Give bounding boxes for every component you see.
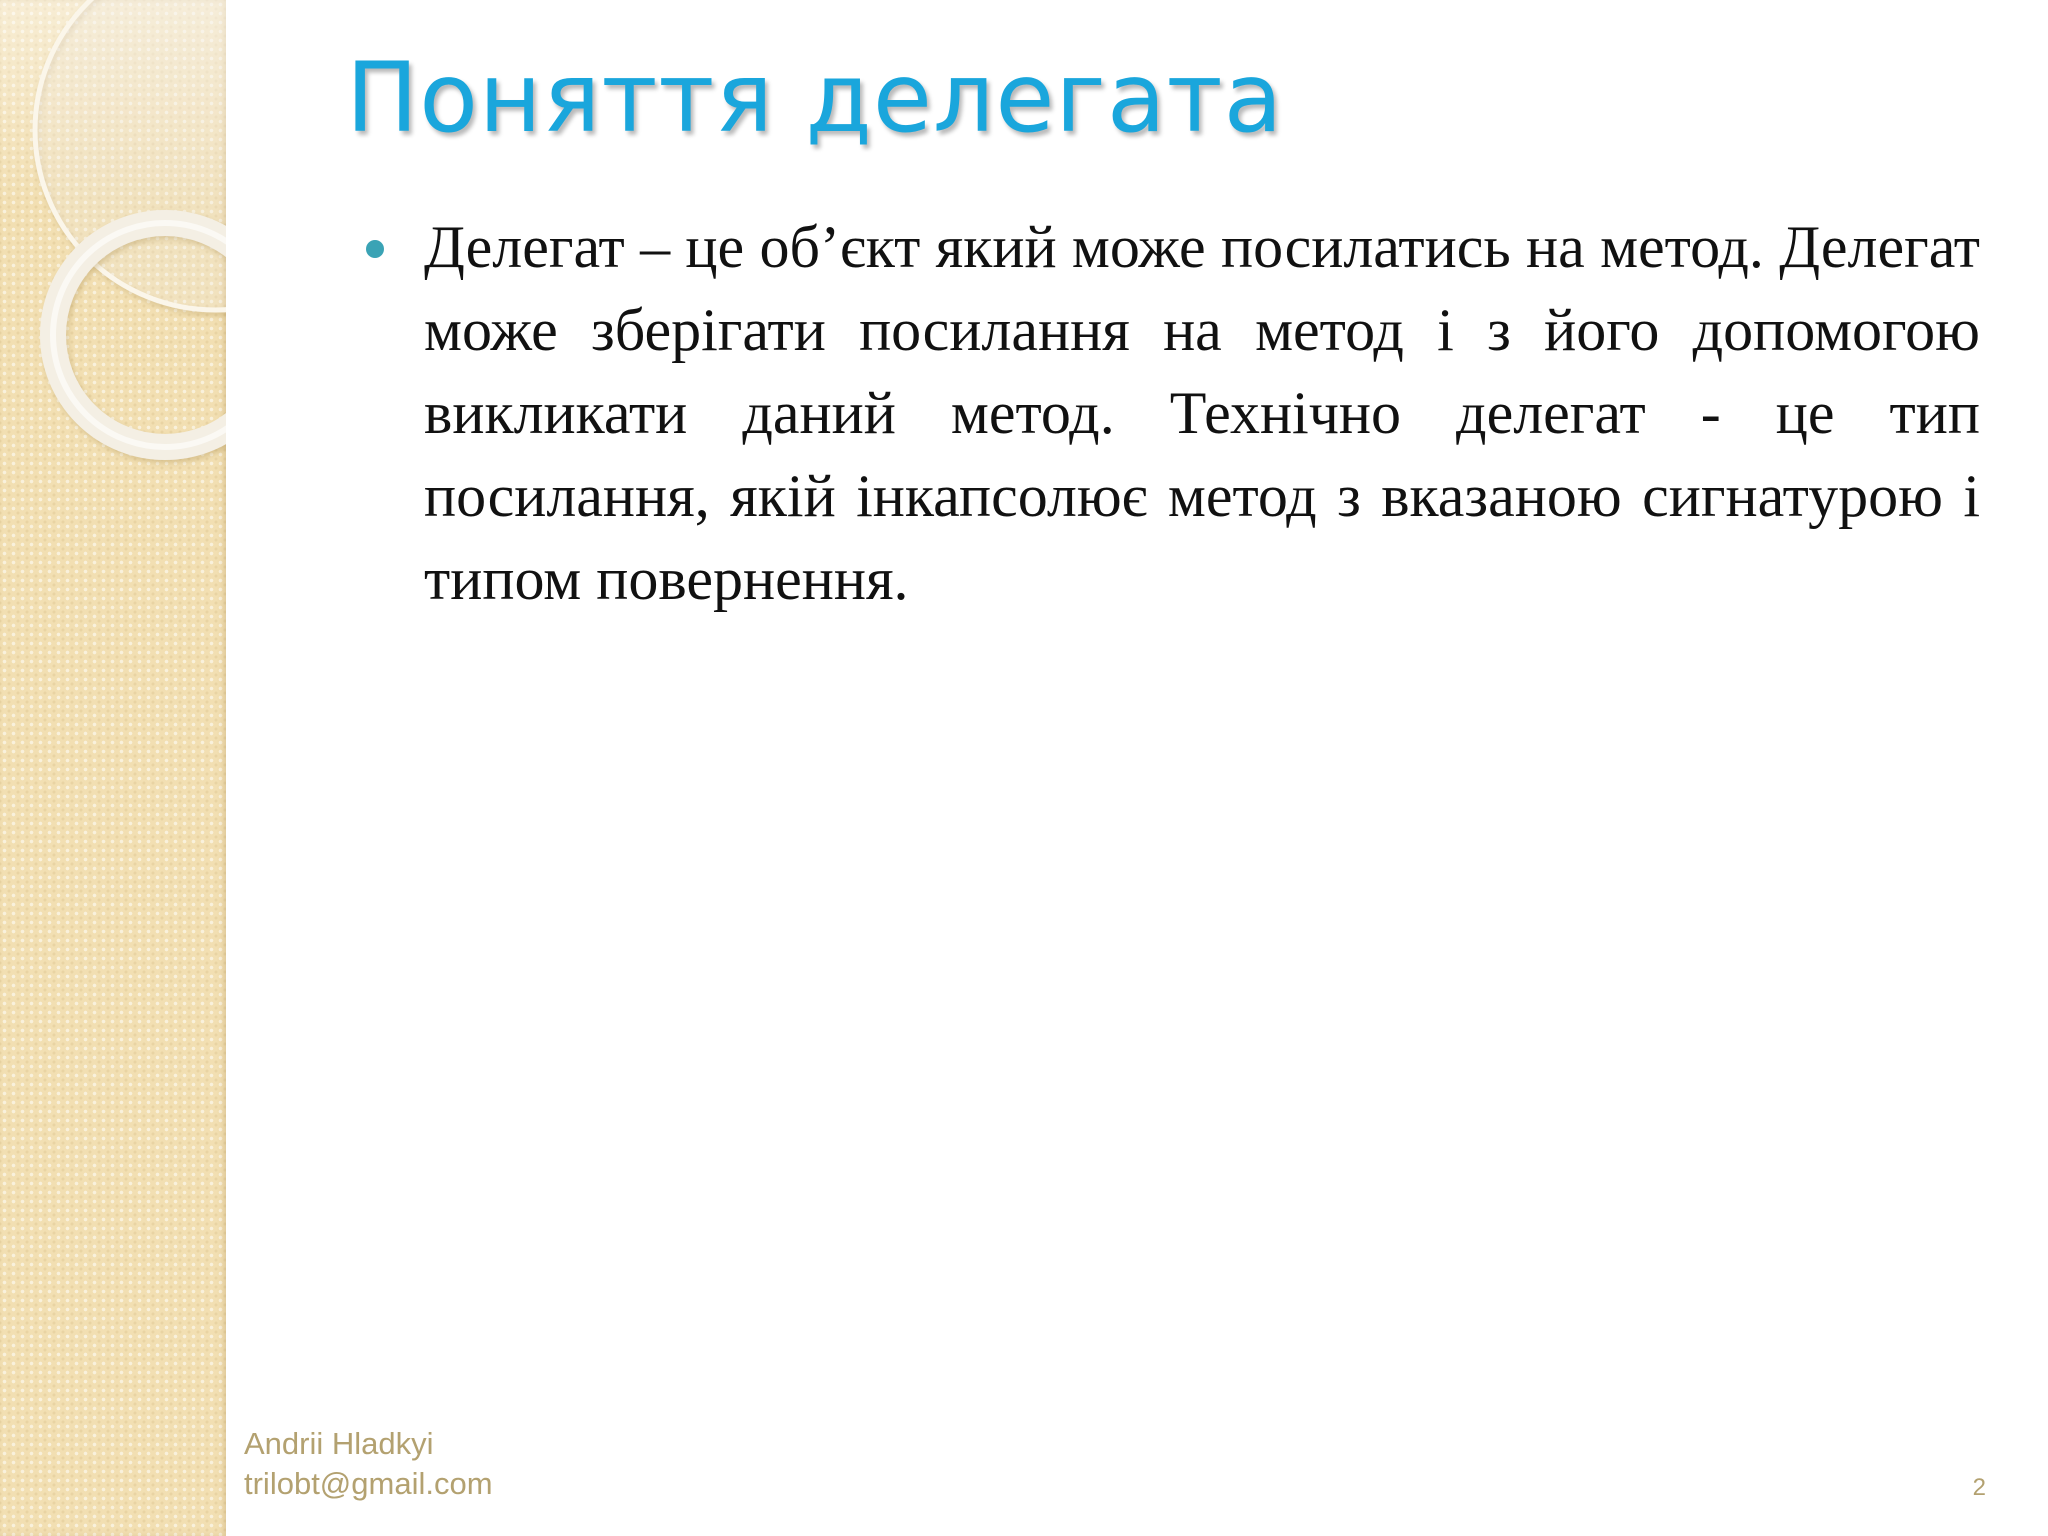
slide-body	[360, 206, 1980, 621]
footer-email: trilobt@gmail.com	[244, 1466, 493, 1501]
bullet-text: Делегат – це об’єкт який може посилатись на метод. Делегат може зберігати посилання на метод і з його допомогою викликати даний метод. Технічно делегат - це тип посилання, якій інкапсолює метод з вказаною сигнатурою і типом повернення.	[424, 214, 1980, 612]
bullet-item	[360, 206, 1980, 621]
page-number: 2	[1972, 1474, 1986, 1501]
decorative-side-panel	[0, 0, 226, 1536]
slide-title: Поняття делегата	[346, 42, 1284, 154]
footer-author: Andrii Hladkyi	[244, 1426, 434, 1461]
footer	[244, 1424, 493, 1504]
bullet-dot-icon	[366, 240, 384, 258]
decorative-circles-icon	[0, 0, 226, 520]
